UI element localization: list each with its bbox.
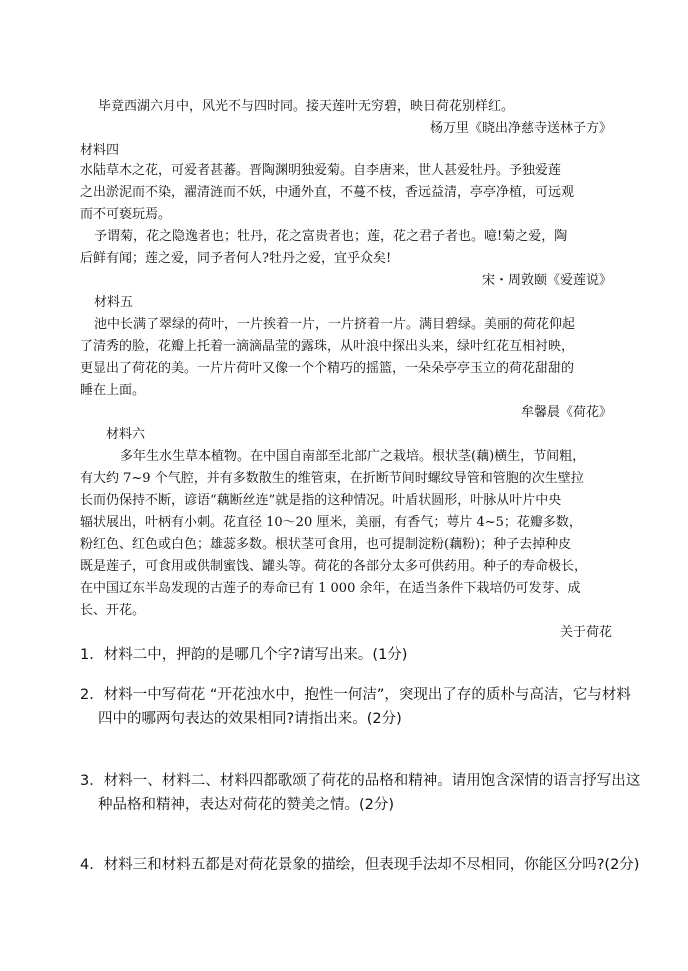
m5-text-line: 了清秀的脸，花瓣上托着一滴滴晶莹的露珠，从叶浪中探出头来，绿叶红花互相衬映，: [80, 339, 575, 354]
m6-heading: 材料六: [106, 427, 146, 442]
m5-text-line: 睡在上面。: [80, 383, 146, 398]
m5-source: 牟馨晨《荷花》: [520, 405, 612, 420]
m6-text-line: 长、开花。: [80, 603, 146, 618]
m5-heading: 材料五: [94, 295, 134, 310]
m6-source: 关于荷花: [559, 625, 612, 640]
m6-text-line: 有大约 7~9 个气腔，并有多数散生的维管束，在折断节间时螺纹导管和管胞的次生壁拉: [80, 471, 584, 486]
question-4: 4．材料三和材料五都是对荷花景象的描绘，但表现手法却不尽相同，你能区分吗?(2分): [80, 857, 640, 873]
m5-text-line: 池中长满了翠绿的荷叶，一片挨着一片，一片挤着一片。满目碧绿。美丽的荷花仰起: [94, 317, 576, 332]
m5-text-line: 更显出了荷花的美。一片片荷叶又像一个个精巧的摇篮，一朵朵亭亭玉立的荷花甜甜的: [80, 361, 575, 376]
m6-text-line: 辐状展出，叶柄有小刺。花直径 10～20 厘米，美丽，有香气；萼片 4~5；花瓣多数，: [80, 515, 582, 530]
m4-text-line: 之出淤泥而不染，濯清涟而不妖，中通外直，不蔓不枝，香远益清，亭亭净植，可远观: [80, 185, 575, 200]
m4-text-line: 水陆草木之花，可爱者甚蕃。晋陶渊明独爱菊。自李唐来，世人甚爱牡丹。予独爱莲: [80, 163, 562, 178]
m6-text-line: 既是莲子，可食用或供制蜜饯、罐头等。荷花的各部分太多可供药用。种子的寿命极长，: [80, 559, 588, 574]
question-1: 1．材料二中，押韵的是哪几个字?请写出来。(1分): [80, 647, 408, 663]
m6-text-line: 粉红色、红色或白色；雄蕊多数。根状茎可食用，也可提制淀粉(藕粉)；种子去掉种皮: [80, 537, 572, 552]
m6-text-line: 在中国辽东半岛发现的古莲子的寿命已有 1 000 余年，在适当条件下栽培仍可发芽、成: [80, 581, 581, 596]
m6-text-line: 多年生水生草本植物。在中国自南部至北部广之栽培。根状茎(藕)横生，节间粗，: [120, 449, 586, 464]
m4-heading: 材料四: [80, 143, 120, 158]
m4-source: 宋・周敦颐《爱莲说》: [481, 273, 612, 288]
m6-text-line: 长而仍保持不断，谚语“藕断丝连”就是指的这种情况。叶盾状圆形，叶脉从叶片中央: [80, 493, 562, 508]
poem-line: 毕竟西湖六月中，风光不与四时同。接天莲叶无穷碧，映日荷花别样红。: [98, 99, 515, 114]
question-2: 2．材料一中写荷花 “开花浊水中，抱性一何洁”，突现出了存的质朴与高洁，它与材料: [80, 687, 631, 703]
question-3: 3．材料一、材料二、材料四都歌颂了荷花的品格和精神。请用饱含深情的语言抒写出这: [80, 773, 641, 789]
m4-text-line: 予谓菊，花之隐逸者也；牡丹，花之富贵者也；莲，花之君子者也。噫!菊之爱，陶: [94, 229, 568, 244]
question-3-cont: 种品格和精神，表达对荷花的赞美之情。(2分): [98, 797, 395, 813]
poem-source: 杨万里《晓出净慈寺送林子方》: [429, 121, 612, 136]
m4-text-line: 后鲜有闻；莲之爱，同予者何人?牡丹之爱，宜乎众矣!: [80, 251, 392, 266]
question-2-cont: 四中的哪两句表达的效果相同?请指出来。(2分): [98, 711, 402, 727]
m4-text-line: 而不可亵玩焉。: [80, 207, 172, 222]
